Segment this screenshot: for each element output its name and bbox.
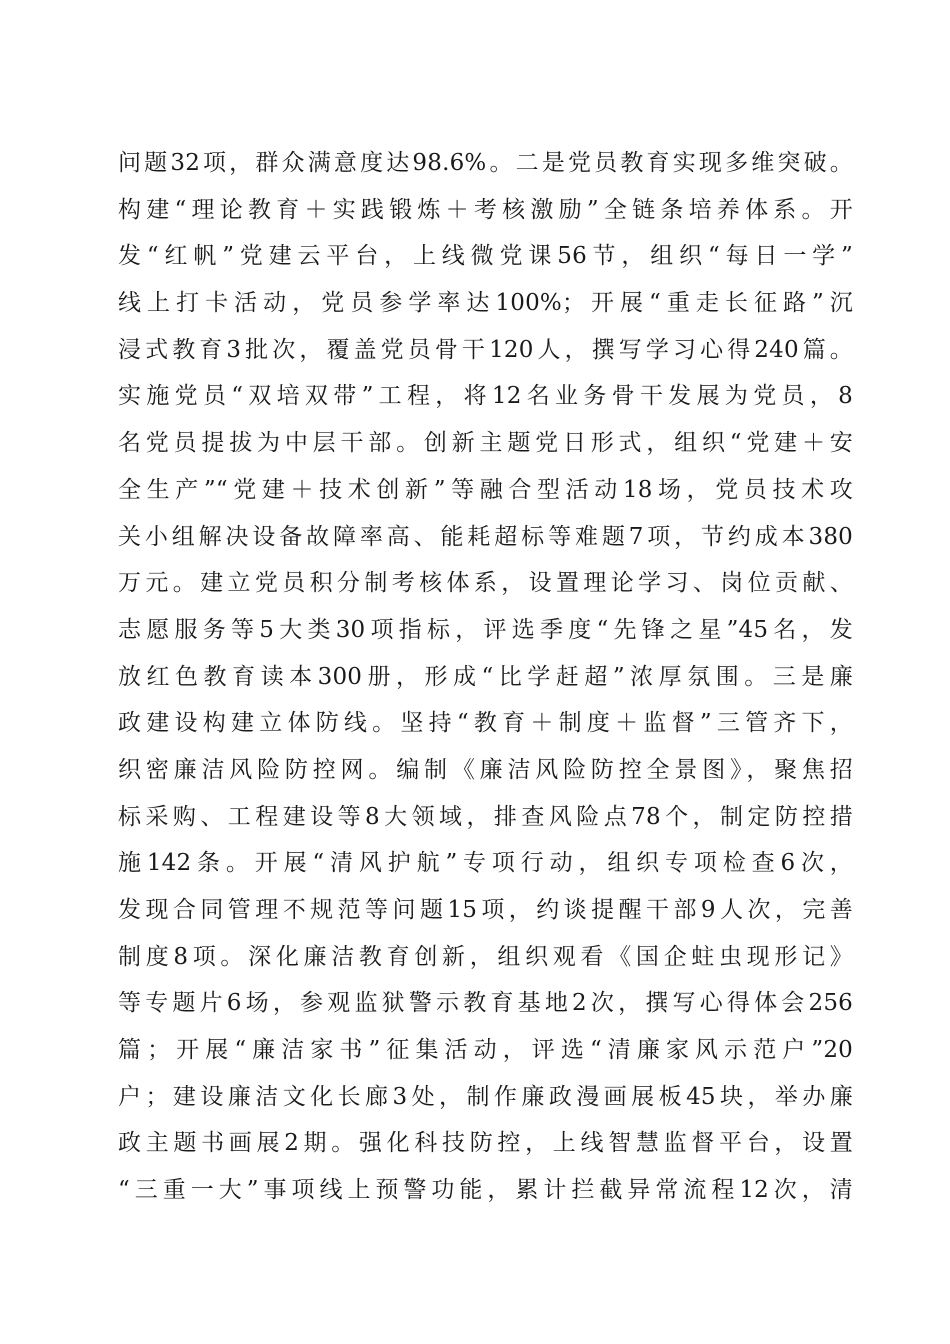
text-line: 放红色教育读本300册，形成“比学赶超”浓厚氛围。三是廉 <box>118 663 853 690</box>
text-line: 名党员提拔为中层干部。创新主题党日形式，组织“党建＋安 <box>118 430 853 457</box>
text-line: 关小组解决设备故障率高、能耗超标等难题7项，节约成本380 <box>118 523 853 550</box>
body-text <box>118 140 853 1214</box>
text-line: 发现合同管理不规范等问题15项，约谈提醒干部9人次，完善 <box>118 897 853 923</box>
text-line: 构建“理论教育＋实践锻炼＋考核激励”全链条培养体系。开 <box>118 196 853 223</box>
text-line: 志愿服务等5大类30项指标，评选季度“先锋之星”45名，发 <box>118 616 853 643</box>
text-line: 户；建设廉洁文化长廊3处，制作廉政漫画展板45块，举办廉 <box>118 1083 853 1110</box>
text-line: “三重一大”事项线上预警功能，累计拦截异常流程12次，清 <box>118 1177 853 1204</box>
text-line: 等专题片6场，参观监狱警示教育基地2次，撰写心得体会256 <box>118 990 853 1017</box>
text-line: 全生产”“党建＋技术创新”等融合型活动18场，党员技术攻 <box>118 476 853 503</box>
text-line: 篇；开展“廉洁家书”征集活动，评选“清廉家风示范户”20 <box>118 1037 853 1064</box>
text-line: 标采购、工程建设等8大领域，排查风险点78个，制定防控措 <box>118 803 853 830</box>
text-line: 问题32项，群众满意度达98.6%。二是党员教育实现多维突破。 <box>118 150 853 176</box>
text-line: 织密廉洁风险防控网。编制《廉洁风险防控全景图》，聚焦招 <box>118 756 853 783</box>
text-line: 发“红帆”党建云平台，上线微党课56节，组织“每日一学” <box>118 243 853 270</box>
text-line: 线上打卡活动，党员参学率达100%；开展“重走长征路”沉 <box>118 290 853 317</box>
text-line: 浸式教育3批次，覆盖党员骨干120人，撰写学习心得240篇。 <box>118 336 853 363</box>
text-line: 实施党员“双培双带”工程，将12名业务骨干发展为党员，8 <box>118 383 853 410</box>
text-line: 政主题书画展2期。强化科技防控，上线智慧监督平台，设置 <box>118 1130 853 1157</box>
text-line: 制度8项。深化廉洁教育创新，组织观看《国企蛀虫现形记》 <box>118 943 853 970</box>
text-line: 施142条。开展“清风护航”专项行动，组织专项检查6次， <box>118 850 853 877</box>
text-line: 万元。建立党员积分制考核体系，设置理论学习、岗位贡献、 <box>118 570 853 597</box>
text-line: 政建设构建立体防线。坚持“教育＋制度＋监督”三管齐下， <box>118 710 853 737</box>
